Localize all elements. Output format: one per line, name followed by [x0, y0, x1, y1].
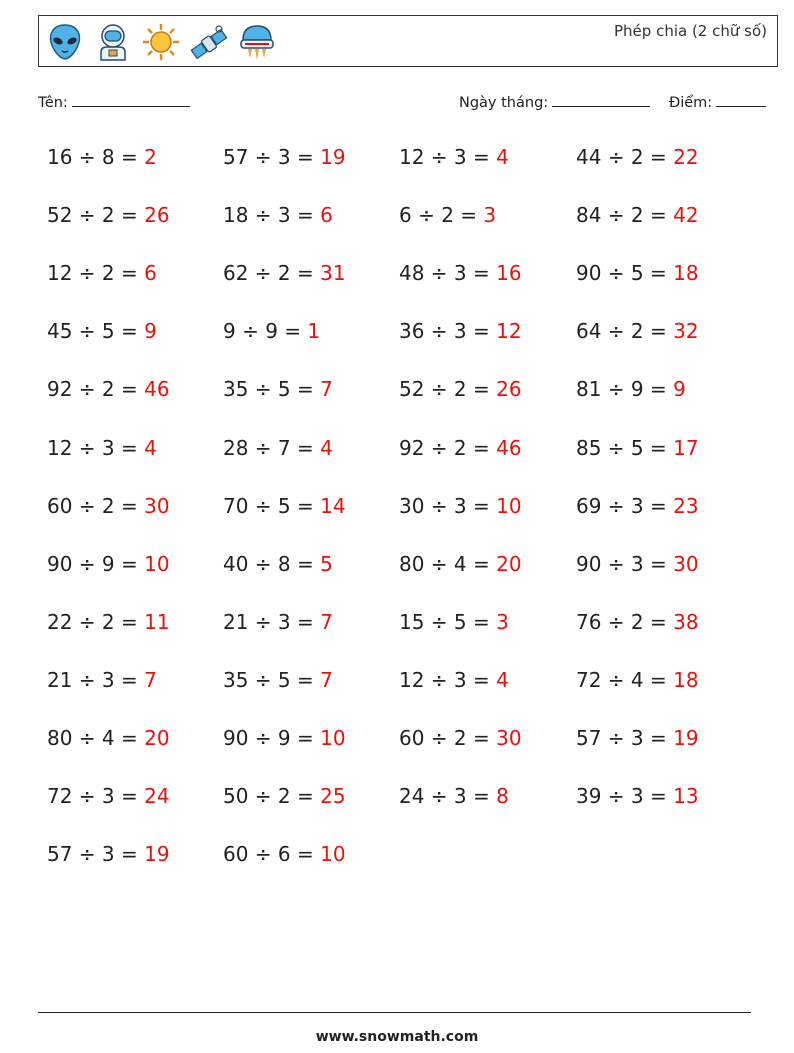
problem-answer: 38 [673, 609, 699, 634]
problem-question: 84 ÷ 2 = [576, 203, 674, 228]
problem-answer: 7 [320, 609, 333, 634]
problem-answer: 2 [144, 145, 157, 169]
problem-question: 90 ÷ 9 = [47, 551, 145, 576]
name-blank[interactable] [72, 94, 190, 107]
problem-answer: 30 [496, 726, 522, 750]
problem-question: 15 ÷ 5 = [399, 609, 497, 634]
problem-answer: 23 [673, 493, 699, 518]
problem-question: 30 ÷ 3 = [399, 493, 497, 518]
problem-item [223, 436, 333, 460]
problem-question: 76 ÷ 2 = [576, 609, 674, 634]
problem-answer: 10 [496, 493, 522, 518]
problem-answer: 1 [307, 319, 321, 344]
name-label: Tên: [38, 95, 68, 111]
problem-question: 80 ÷ 4 = [47, 726, 145, 750]
problem-item [47, 610, 170, 634]
problem-answer: 46 [496, 435, 522, 460]
problem-item [223, 377, 333, 401]
problem-question: 12 ÷ 3 = [399, 145, 497, 169]
problem-item [576, 319, 699, 343]
problem-answer: 16 [496, 261, 522, 286]
problem-item [47, 726, 170, 750]
problem-question: 72 ÷ 4 = [576, 667, 674, 692]
problem-item [223, 784, 346, 808]
problem-answer: 42 [673, 203, 699, 228]
problem-item [223, 319, 320, 343]
problem-question: 24 ÷ 3 = [399, 784, 497, 809]
problem-question: 39 ÷ 3 = [576, 784, 674, 809]
spaceship-icon [237, 22, 277, 62]
problem-question: 12 ÷ 3 = [47, 435, 145, 460]
problem-item [223, 726, 346, 750]
problem-item [399, 377, 522, 401]
problem-item [576, 261, 699, 285]
problem-question: 52 ÷ 2 = [399, 377, 497, 402]
problem-item [223, 145, 346, 169]
satellite-icon [189, 22, 229, 62]
problem-answer: 20 [144, 726, 170, 750]
problem-question: 22 ÷ 2 = [47, 609, 145, 634]
astronaut-icon [93, 22, 133, 62]
problem-question: 50 ÷ 2 = [223, 784, 321, 809]
problem-answer: 10 [320, 726, 346, 750]
problem-answer: 30 [144, 493, 170, 518]
problem-answer: 12 [496, 319, 522, 344]
problem-answer: 7 [320, 377, 333, 402]
problem-answer: 9 [144, 319, 157, 344]
problem-question: 92 ÷ 2 = [399, 435, 497, 460]
problem-answer: 10 [144, 551, 170, 576]
problem-item [223, 610, 333, 634]
problem-item [399, 494, 522, 518]
problem-answer: 19 [673, 726, 699, 750]
problem-item [576, 494, 699, 518]
problem-question: 21 ÷ 3 = [47, 667, 145, 692]
score-field[interactable] [669, 94, 766, 111]
problem-question: 35 ÷ 5 = [223, 667, 321, 692]
problem-question: 70 ÷ 5 = [223, 493, 321, 518]
icon-row [45, 22, 277, 62]
problem-item [47, 436, 157, 460]
problem-item [47, 319, 157, 343]
name-field[interactable] [38, 94, 190, 111]
problem-item [576, 203, 699, 227]
problem-item [576, 377, 686, 401]
problem-item [576, 436, 699, 460]
problem-answer: 14 [320, 493, 346, 518]
problem-question: 90 ÷ 3 = [576, 551, 674, 576]
sun-icon [141, 22, 181, 62]
problem-answer: 3 [483, 203, 497, 228]
problem-answer: 26 [144, 203, 170, 228]
problem-answer: 17 [673, 435, 699, 460]
date-blank[interactable] [552, 94, 650, 107]
problem-question: 40 ÷ 8 = [223, 551, 321, 576]
problem-question: 62 ÷ 2 = [223, 261, 321, 286]
problem-question: 12 ÷ 3 = [399, 667, 497, 692]
problem-answer: 7 [320, 667, 333, 692]
problem-question: 85 ÷ 5 = [576, 435, 674, 460]
problem-item [47, 784, 170, 808]
problem-answer: 4 [144, 435, 157, 460]
problem-question: 48 ÷ 3 = [399, 261, 497, 286]
problem-question: 90 ÷ 9 = [223, 726, 321, 750]
problem-answer: 30 [673, 551, 699, 576]
problem-item [576, 145, 699, 169]
problem-answer: 31 [320, 261, 346, 286]
problem-question: 36 ÷ 3 = [399, 319, 497, 344]
problem-answer: 4 [496, 667, 509, 692]
problem-answer: 10 [320, 842, 346, 867]
problem-item [223, 668, 333, 692]
problem-item [399, 668, 509, 692]
problem-item [47, 203, 170, 227]
score-label: Điểm: [669, 95, 713, 111]
problem-item [576, 552, 699, 576]
problem-question: 21 ÷ 3 = [223, 609, 321, 634]
problem-answer: 3 [496, 609, 509, 634]
problem-item [576, 610, 699, 634]
problem-item [223, 203, 333, 227]
date-field[interactable] [459, 94, 650, 111]
problem-answer: 25 [320, 784, 346, 809]
problem-question: 60 ÷ 2 = [399, 726, 497, 750]
problem-item [399, 203, 496, 227]
problem-question: 57 ÷ 3 = [47, 842, 145, 867]
problem-question: 69 ÷ 3 = [576, 493, 674, 518]
score-blank[interactable] [716, 94, 766, 107]
problem-answer: 7 [144, 667, 157, 692]
problem-item [47, 552, 170, 576]
date-label: Ngày tháng: [459, 95, 549, 111]
problem-item [47, 668, 157, 692]
problem-question: 60 ÷ 6 = [223, 842, 321, 867]
header-box [38, 15, 778, 67]
problem-question: 6 ÷ 2 = [399, 203, 484, 228]
problem-answer: 6 [320, 203, 333, 228]
problem-item [399, 436, 522, 460]
problem-item [223, 842, 346, 866]
problem-answer: 32 [673, 319, 699, 344]
problem-question: 72 ÷ 3 = [47, 784, 145, 809]
problem-answer: 4 [496, 145, 509, 169]
problem-item [47, 842, 170, 866]
footer-divider [38, 1012, 751, 1013]
problem-answer: 18 [673, 261, 699, 286]
problem-answer: 5 [320, 551, 333, 576]
problem-question: 18 ÷ 3 = [223, 203, 321, 228]
problem-answer: 22 [673, 145, 699, 169]
problem-item [576, 668, 699, 692]
problem-question: 64 ÷ 2 = [576, 319, 674, 344]
problem-question: 57 ÷ 3 = [223, 145, 321, 169]
alien-icon [45, 22, 85, 62]
problem-item [223, 261, 346, 285]
problem-item [47, 261, 157, 285]
problem-question: 45 ÷ 5 = [47, 319, 145, 344]
problem-question: 44 ÷ 2 = [576, 145, 674, 169]
problem-item [576, 784, 699, 808]
problem-answer: 20 [496, 551, 522, 576]
problem-question: 81 ÷ 9 = [576, 377, 674, 402]
problem-question: 60 ÷ 2 = [47, 493, 145, 518]
problem-answer: 19 [144, 842, 170, 867]
problem-item [399, 610, 509, 634]
problem-answer: 4 [320, 435, 333, 460]
problem-item [399, 552, 522, 576]
problem-item [47, 145, 157, 169]
problem-question: 92 ÷ 2 = [47, 377, 145, 402]
problem-answer: 24 [144, 784, 170, 809]
problem-answer: 9 [673, 377, 686, 402]
problem-answer: 11 [144, 609, 170, 634]
problem-item [223, 552, 333, 576]
problem-answer: 46 [144, 377, 170, 402]
problem-answer: 13 [673, 784, 699, 809]
problem-answer: 8 [496, 784, 509, 809]
worksheet-title: Phép chia (2 chữ số) [614, 22, 767, 40]
problem-question: 90 ÷ 5 = [576, 261, 674, 286]
problem-question: 9 ÷ 9 = [223, 319, 308, 344]
problem-item [47, 494, 170, 518]
problem-question: 35 ÷ 5 = [223, 377, 321, 402]
problem-question: 52 ÷ 2 = [47, 203, 145, 228]
problem-item [223, 494, 346, 518]
problem-item [47, 377, 170, 401]
problem-question: 16 ÷ 8 = [47, 145, 145, 169]
problem-question: 12 ÷ 2 = [47, 261, 145, 286]
problem-item [399, 726, 522, 750]
problem-item [399, 784, 509, 808]
footer-site: www.snowmath.com [315, 1029, 479, 1045]
problem-item [399, 261, 522, 285]
problem-answer: 19 [320, 145, 346, 169]
problem-item [576, 726, 699, 750]
problem-question: 80 ÷ 4 = [399, 551, 497, 576]
problem-answer: 18 [673, 667, 699, 692]
problem-item [399, 145, 509, 169]
problem-question: 28 ÷ 7 = [223, 435, 321, 460]
problem-question: 57 ÷ 3 = [576, 726, 674, 750]
problem-item [399, 319, 522, 343]
problem-answer: 6 [144, 261, 157, 286]
problem-answer: 26 [496, 377, 522, 402]
